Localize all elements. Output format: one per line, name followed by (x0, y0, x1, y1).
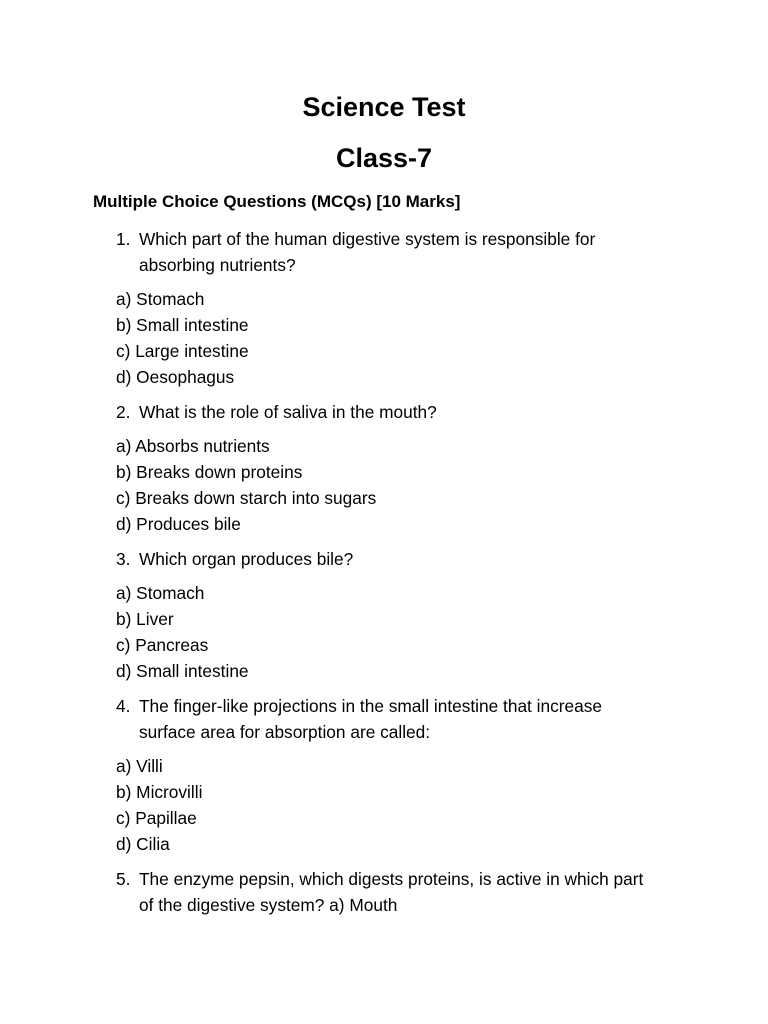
question-stem (0, 866, 661, 918)
question-text: What is the role of saliva in the mouth? (139, 402, 437, 422)
question-number: 2. (116, 402, 131, 422)
question-text: Which organ produces bile? (139, 549, 354, 569)
option-d: d) Oesophagus (116, 367, 235, 387)
option-list (0, 580, 768, 684)
option-c: c) Pancreas (116, 635, 209, 655)
question-3 (0, 546, 768, 684)
option-c: c) Breaks down starch into sugars (116, 488, 377, 508)
option-a: a) Stomach (116, 583, 205, 603)
question-stem (0, 399, 661, 425)
question-number: 1. (116, 229, 131, 249)
option-list (0, 753, 768, 857)
question-5 (0, 866, 768, 918)
option-b: b) Microvilli (116, 782, 203, 802)
question-text: The finger-like projections in the small intestine that increase surface area for absorption are called: (139, 696, 602, 742)
option-a: a) Villi (116, 756, 163, 776)
option-list (0, 286, 768, 390)
page-title: Science Test (302, 92, 466, 122)
section-heading: Multiple Choice Questions (MCQs) [10 Marks] (93, 192, 461, 211)
option-b: b) Breaks down proteins (116, 462, 303, 482)
question-number: 3. (116, 549, 131, 569)
question-2 (0, 399, 768, 537)
option-c: c) Large intestine (116, 341, 249, 361)
option-list (0, 433, 768, 537)
option-d: d) Cilia (116, 834, 170, 854)
question-stem (0, 546, 661, 572)
option-b: b) Liver (116, 609, 174, 629)
question-text: The enzyme pepsin, which digests proteins, is active in which part of the digestive system? a) Mouth (139, 869, 644, 915)
option-a: a) Absorbs nutrients (116, 436, 270, 456)
question-text: Which part of the human digestive system is responsible for absorbing nutrients? (139, 229, 596, 275)
option-b: b) Small intestine (116, 315, 249, 335)
page-subtitle: Class-7 (335, 143, 433, 173)
question-stem (0, 226, 661, 278)
option-c: c) Papillae (116, 808, 197, 828)
option-d: d) Small intestine (116, 661, 249, 681)
question-stem (0, 693, 661, 745)
question-4 (0, 693, 768, 857)
question-number: 4. (116, 696, 131, 716)
question-list (0, 226, 768, 926)
option-d: d) Produces bile (116, 514, 241, 534)
option-a: a) Stomach (116, 289, 205, 309)
question-number: 5. (116, 869, 131, 889)
question-1 (0, 226, 768, 390)
